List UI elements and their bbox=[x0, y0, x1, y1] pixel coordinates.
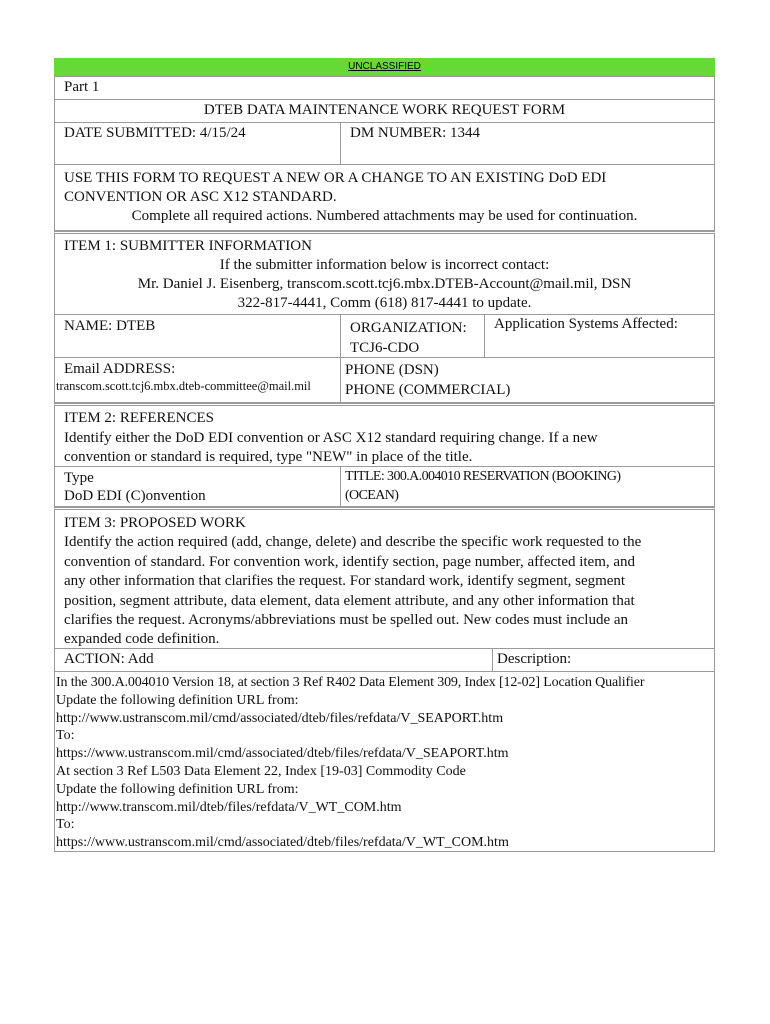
type-field[interactable] bbox=[55, 467, 341, 506]
item1-header bbox=[54, 231, 715, 315]
item1-note-2: Mr. Daniel J. Eisenberg, transcom.scott.tcj6.mbx.DTEB-Account@mail.mil, DSN bbox=[137, 276, 632, 292]
phone-field[interactable] bbox=[341, 358, 714, 402]
application-systems-affected[interactable]: Application Systems Affected: bbox=[494, 316, 678, 332]
email-value: transcom.scott.tcj6.mbx.dteb-committee@mail.mil bbox=[56, 379, 311, 393]
description-line: To: bbox=[56, 728, 75, 744]
item3-text-3: any other information that clarifies the request. For standard work, identify segment, segment bbox=[64, 573, 626, 590]
item3-text-5: clarifies the request. Acronyms/abbreviations must be spelled out. New codes must include an bbox=[64, 612, 629, 629]
instructions-line-2: CONVENTION OR ASC X12 STANDARD. bbox=[64, 189, 337, 205]
organization-field[interactable] bbox=[341, 315, 485, 357]
item3-text-2: convention of standard. For convention work, identify section, page number, affected item, and bbox=[64, 553, 636, 570]
classification-banner: UNCLASSIFIED bbox=[54, 58, 715, 76]
phone-dsn: PHONE (DSN) bbox=[345, 362, 439, 378]
description-line: http://www.ustranscom.mil/cmd/associated/dteb/files/refdata/V_SEAPORT.htm bbox=[56, 710, 504, 726]
item3-header bbox=[54, 507, 715, 649]
item1-heading: ITEM 1: SUBMITTER INFORMATION bbox=[64, 238, 312, 254]
title-line-2: (OCEAN) bbox=[345, 488, 399, 503]
description-line: Update the following definition URL from: bbox=[56, 781, 299, 797]
title-line-1: TITLE: 300.A.004010 RESERVATION (BOOKING) bbox=[345, 469, 621, 484]
email-label: Email ADDRESS: bbox=[64, 361, 176, 377]
type-value: DoD EDI (C)onvention bbox=[64, 488, 206, 504]
description-line: Update the following definition URL from: bbox=[56, 692, 299, 708]
phone-commercial: PHONE (COMMERCIAL) bbox=[345, 382, 511, 398]
email-field[interactable] bbox=[55, 358, 341, 402]
item3-text-1: Identify the action required (add, change, delete) and describe the specific work requested to the bbox=[64, 534, 642, 551]
item3-text-6: expanded code definition. bbox=[64, 631, 220, 648]
date-dm-row bbox=[54, 123, 715, 165]
item2-heading: ITEM 2: REFERENCES bbox=[64, 410, 215, 426]
type-label: Type bbox=[64, 470, 94, 486]
part-row bbox=[54, 76, 715, 100]
item2-header bbox=[54, 403, 715, 467]
dm-number[interactable]: DM NUMBER: 1344 bbox=[350, 125, 481, 141]
instructions-block bbox=[54, 165, 715, 231]
title-field[interactable] bbox=[341, 467, 714, 506]
item3-heading: ITEM 3: PROPOSED WORK bbox=[64, 515, 246, 531]
description-field[interactable] bbox=[54, 672, 715, 852]
form-title: DTEB DATA MAINTENANCE WORK REQUEST FORM bbox=[203, 102, 566, 118]
description-label: Description: bbox=[497, 651, 572, 667]
description-line: https://www.ustranscom.mil/cmd/associated/dteb/files/refdata/V_WT_COM.htm bbox=[56, 835, 509, 851]
item3-text-4: position, segment attribute, data element, data element attribute, and any other information that bbox=[64, 592, 635, 609]
instructions-line-1: USE THIS FORM TO REQUEST A NEW OR A CHANGE TO AN EXISTING DoD EDI bbox=[64, 170, 607, 186]
action-field[interactable]: ACTION: Add bbox=[55, 649, 493, 671]
description-line: In the 300.A.004010 Version 18, at section 3 Ref R402 Data Element 309, Index [12-02] Location Qualifier bbox=[56, 675, 645, 690]
description-line: To: bbox=[56, 817, 75, 833]
description-line: https://www.ustranscom.mil/cmd/associated/dteb/files/refdata/V_SEAPORT.htm bbox=[56, 746, 509, 762]
submitter-name[interactable]: NAME: DTEB bbox=[55, 315, 341, 357]
item1-note-3: 322-817-4441, Comm (618) 817-4441 to update. bbox=[237, 295, 532, 311]
part-label: Part 1 bbox=[64, 79, 100, 95]
item1-contact-row bbox=[54, 358, 715, 403]
work-request-form bbox=[54, 58, 715, 852]
item1-name-row bbox=[54, 315, 715, 358]
item2-text-2: convention or standard is required, type "NEW" in place of the title. bbox=[64, 449, 473, 465]
organization-value: TCJ6-CDO bbox=[350, 340, 420, 356]
organization-label: ORGANIZATION: bbox=[350, 320, 467, 336]
date-submitted[interactable]: DATE SUBMITTED: 4/15/24 bbox=[55, 123, 341, 164]
description-line: At section 3 Ref L503 Data Element 22, Index [19-03] Commodity Code bbox=[56, 763, 466, 779]
item2-type-row bbox=[54, 467, 715, 507]
item1-note-1: If the submitter information below is incorrect contact: bbox=[219, 257, 550, 273]
item3-action-row bbox=[54, 649, 715, 672]
description-line: http://www.transcom.mil/dteb/files/refdata/V_WT_COM.htm bbox=[56, 799, 402, 815]
instructions-line-3: Complete all required actions. Numbered attachments may be used for continuation. bbox=[131, 208, 638, 224]
form-title-row bbox=[54, 100, 715, 123]
item2-text-1: Identify either the DoD EDI convention or ASC X12 standard requiring change. If a new bbox=[64, 429, 598, 446]
